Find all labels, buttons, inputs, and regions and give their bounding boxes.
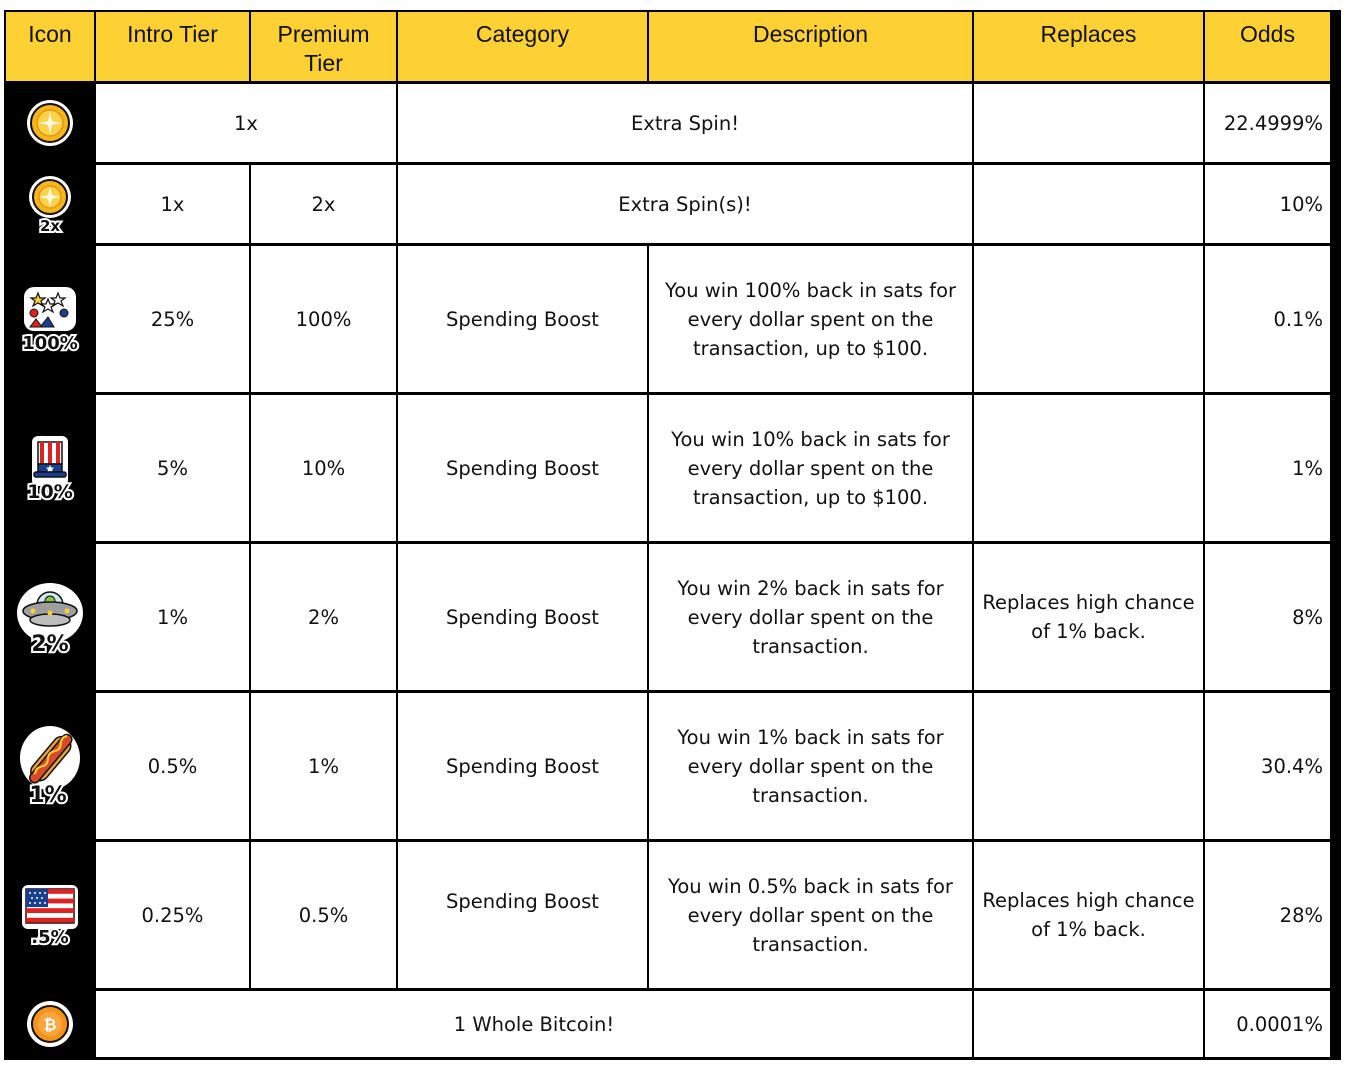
header-description: Description <box>649 12 972 81</box>
row-1-premium: 2x <box>251 165 396 243</box>
row-4-category: Spending Boost <box>398 544 647 690</box>
row-0-replaces <box>974 84 1203 162</box>
icon-label-05: .5% <box>31 927 69 948</box>
hot-dog-icon <box>6 693 94 839</box>
row-7-replaces <box>974 991 1203 1057</box>
row-2-description: You win 100% back in sats for every dollar spent on the transaction, up to $100. <box>649 246 972 392</box>
row-3-description: You win 10% back in sats for every dollar spent on the transaction, up to $100. <box>649 395 972 541</box>
row-7-odds: 0.0001% <box>1205 991 1330 1057</box>
gold-coin-icon <box>6 84 94 162</box>
row-2-premium: 100% <box>251 246 396 392</box>
icon-label-100: 100% <box>22 333 78 354</box>
row-1-description: Extra Spin(s)! <box>398 165 972 243</box>
row-0-tier: 1x <box>96 84 396 162</box>
fireworks-icon <box>6 246 94 392</box>
gold-coin-2x-icon <box>6 165 94 243</box>
row-3-category: Spending Boost <box>398 395 647 541</box>
header-category: Category <box>398 12 647 81</box>
row-5-intro: 0.5% <box>96 693 249 839</box>
row-2-replaces <box>974 246 1203 392</box>
row-1-intro: 1x <box>96 165 249 243</box>
icon-label-10: 10% <box>27 481 73 503</box>
header-replaces: Replaces <box>974 12 1203 81</box>
row-0-odds: 22.4999% <box>1205 84 1330 162</box>
uncle-sam-hat-icon <box>6 395 94 541</box>
header-icon: Icon <box>6 12 94 81</box>
row-4-odds: 8% <box>1205 544 1330 690</box>
icon-label-1: 1% <box>29 783 67 808</box>
row-7-prize: 1 Whole Bitcoin! <box>96 991 972 1057</box>
row-3-intro: 5% <box>96 395 249 541</box>
row-1-replaces <box>974 165 1203 243</box>
icon-label-2x: 2x <box>39 217 61 235</box>
header-odds: Odds <box>1205 12 1330 81</box>
row-6-odds: 28% <box>1205 842 1330 988</box>
row-3-premium: 10% <box>251 395 396 541</box>
row-4-premium: 2% <box>251 544 396 690</box>
us-flag-icon <box>6 842 94 988</box>
ufo-icon <box>6 544 94 690</box>
row-6-category-filler <box>398 958 647 988</box>
header-intro-tier: Intro Tier <box>96 12 249 81</box>
row-1-odds: 10% <box>1205 165 1330 243</box>
row-3-replaces <box>974 395 1203 541</box>
row-2-category: Spending Boost <box>398 246 647 392</box>
svg-text:₿: ₿ <box>43 1015 57 1034</box>
row-0-description: Extra Spin! <box>398 84 972 162</box>
row-5-odds: 30.4% <box>1205 693 1330 839</box>
row-4-replaces: Replaces high chance of 1% back. <box>974 544 1203 690</box>
bitcoin-coin-icon <box>6 991 94 1057</box>
row-6-category: Spending Boost <box>398 842 647 960</box>
row-2-intro: 25% <box>96 246 249 392</box>
row-5-premium: 1% <box>251 693 396 839</box>
icon-label-2: 2% <box>31 632 69 657</box>
row-6-description: You win 0.5% back in sats for every dollar spent on the transaction. <box>649 842 972 988</box>
row-6-premium: 0.5% <box>251 842 396 988</box>
row-2-odds: 0.1% <box>1205 246 1330 392</box>
row-5-category: Spending Boost <box>398 693 647 839</box>
row-6-replaces: Replaces high chance of 1% back. <box>974 842 1203 988</box>
row-4-intro: 1% <box>96 544 249 690</box>
header-premium-tier: Premium Tier <box>251 12 396 81</box>
row-5-description: You win 1% back in sats for every dollar spent on the transaction. <box>649 693 972 839</box>
row-3-odds: 1% <box>1205 395 1330 541</box>
row-5-replaces <box>974 693 1203 839</box>
row-6-intro: 0.25% <box>96 842 249 988</box>
row-4-description: You win 2% back in sats for every dollar spent on the transaction. <box>649 544 972 690</box>
